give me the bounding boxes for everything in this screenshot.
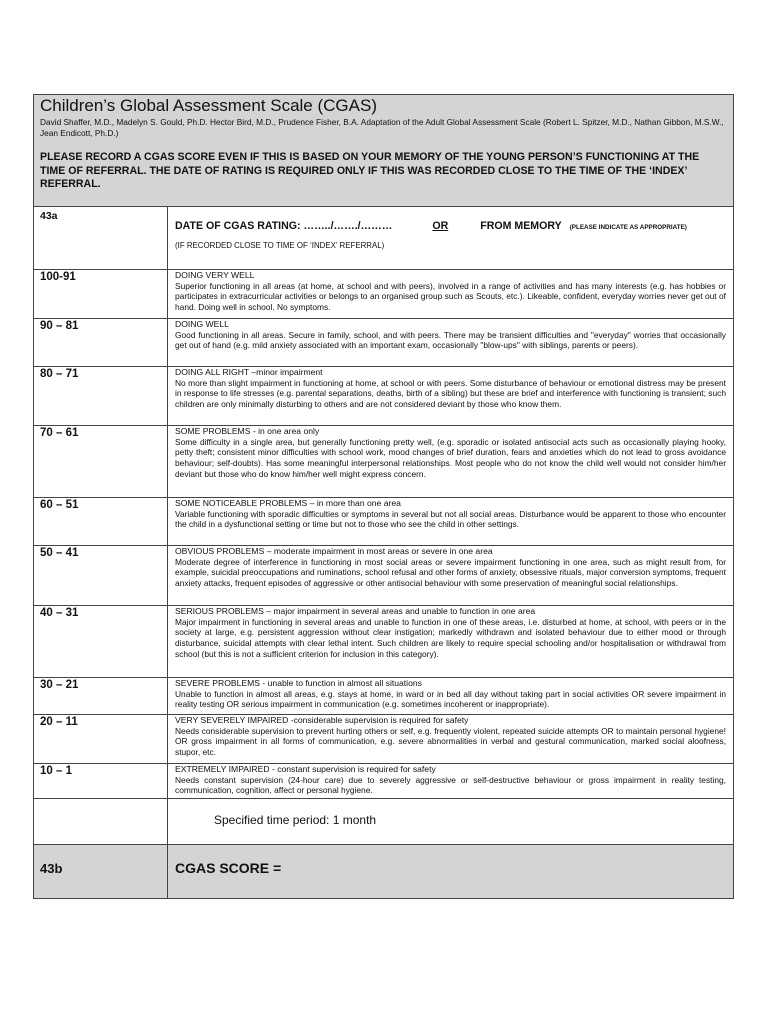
score-level-row: [34, 678, 733, 715]
level-heading: SOME PROBLEMS - in one area only: [175, 426, 320, 436]
form-header: [34, 95, 733, 207]
level-description: Variable functioning with sporadic difficulties or symptoms in several but not all social areas. Disturbance would be apparent to those who encounter the child in a dysfunctional setting or time but not to those who see the child in other settings.: [175, 508, 726, 530]
score-level-row: [34, 764, 733, 799]
score-range: 90 – 81: [34, 319, 168, 366]
level-description: Needs constant supervision (24-hour care) due to severely aggressive or self-destructive behaviour or gross impairment in reality testing, communication, cognition, affect or personal hygiene.: [175, 774, 726, 796]
from-memory-label[interactable]: FROM MEMORY: [480, 220, 562, 232]
rating-date-cell[interactable]: [168, 207, 733, 269]
level-heading: OBVIOUS PROBLEMS – moderate impairment in most areas or severe in one area: [175, 546, 493, 556]
recording-notice: PLEASE RECORD A CGAS SCORE EVEN IF THIS IS BASED ON YOUR MEMORY OF THE YOUNG PERSON’S FUNCTIONING AT THE TIME OF REFERRAL. THE DATE OF RATING IS REQUIRED ONLY IF THIS WAS RECORDED CLOSE TO THE TIME OF THE ‘INDEX’ REFERRAL.: [40, 151, 700, 190]
score-level-row: [34, 715, 733, 764]
score-range: 10 – 1: [34, 764, 168, 798]
score-range: 20 – 11: [34, 715, 168, 763]
score-range: 30 – 21: [34, 678, 168, 714]
or-label: OR: [432, 220, 449, 232]
level-heading: SEVERE PROBLEMS - unable to function in almost all situations: [175, 678, 422, 688]
cgas-form: [33, 94, 734, 899]
level-heading: EXTREMELY IMPAIRED - constant supervision is required for safety: [175, 764, 436, 774]
score-range: 50 – 41: [34, 546, 168, 605]
level-heading: SERIOUS PROBLEMS – major impairment in several areas and unable to function in one area: [175, 606, 536, 616]
rating-item-code: 43a: [34, 207, 168, 269]
indicate-hint: (PLEASE INDICATE AS APPROPRIATE): [569, 224, 687, 231]
level-heading: DOING ALL RIGHT –minor impairment: [175, 367, 323, 377]
cgas-score-row: [34, 845, 733, 898]
level-description: No more than slight impairment in functioning at home, at school or with peers. Some disturbance of behaviour or emotional distress may be present in response to life stresses (e.g. parental separations, deaths, birth of a sibling) but these are brief and interference with functioning is transient; such children are only minimally disturbing to others and are not considered deviant by those who know them.: [175, 377, 726, 410]
level-heading: DOING VERY WELL: [175, 270, 255, 280]
score-range: 100-91: [34, 270, 168, 318]
level-description: Major impairment in functioning in several areas and unable to function in one of these areas, i.e. disturbed at home, at school, with peers or in the society at large, e.g. persistent aggression without clear instigation; markedly withdrawn and isolated behaviour due to either mood or through disturbance, suicidal attempts with clear lethal intent. Such children are likely to require special schooling and/or hospitalisation or withdrawal from school (but this is not a sufficient criterion for inclusion in this category).: [175, 616, 726, 659]
score-range: 40 – 31: [34, 606, 168, 677]
level-description: Needs considerable supervision to prevent hurting others or self, e.g. frequently violent, repeated suicide attempts OR to maintain personal hygiene! OR gross impairment in all forms of communication, e.g. severe abnormalities in verbal and gestural communication, marked social aloofness, stupor, etc.: [175, 725, 726, 758]
level-description: Superior functioning in all areas (at home, at school and with peers), involved in a range of activities and has many interests (e.g. has hobbies or participates in extracurricular activities or belongs to an organised group such as Scouts, etc.). Likeable, confident, everyday worries never get out of hand. Doing well in school. No symptoms.: [175, 280, 726, 313]
level-description: Some difficulty in a single area, but generally functioning pretty well, (e.g. sporadic or isolated antisocial acts such as occasionally playing hooky, petty theft; consistent minor difficulties with school work, mood changes of brief duration, fears and anxieties which do not lead to gross avoidance behaviour; self-doubts). Has some meaningful interpersonal relationships. Most people who do not know the child well would not consider him/her deviant but those who do know him/her well might express concern.: [175, 436, 726, 479]
score-level-row: [34, 367, 733, 426]
cgas-score-field[interactable]: CGAS SCORE =: [175, 860, 282, 876]
score-level-row: [34, 606, 733, 678]
level-heading: DOING WELL: [175, 319, 229, 329]
level-description: Moderate degree of interference in functioning in most social areas or severe impairment functioning in one area, such as might result from, for example, suicidal preoccupations and ruminations, school refusal and other forms of anxiety, obsessive rituals, major conversion symptoms, frequent anxiety attacks, frequent episodes of aggressive or other antisocial behaviour with some preservation of meaningful social relationships.: [175, 556, 726, 589]
score-level-row: [34, 426, 733, 498]
recorded-note: (IF RECORDED CLOSE TO TIME OF ‘INDEX’ REFERRAL): [175, 240, 385, 250]
time-period-row: [34, 799, 733, 845]
form-title: Children’s Global Assessment Scale (CGAS): [40, 96, 377, 115]
level-description: Good functioning in all areas. Secure in family, school, and with peers. There may be transient difficulties and "everyday" worries that occasionally get out of hand (e.g. mild anxiety associated with an important exam, occasionally "blow-ups" with siblings, parents or peers).: [175, 329, 726, 351]
level-heading: VERY SEVERELY IMPAIRED -considerable supervision is required for safety: [175, 715, 469, 725]
time-period-text: Specified time period: 1 month: [214, 813, 377, 827]
date-of-rating-label[interactable]: DATE OF CGAS RATING: ……../……./………: [175, 220, 393, 232]
score-range: 60 – 51: [34, 498, 168, 545]
score-level-row: [34, 270, 733, 319]
score-range: 70 – 61: [34, 426, 168, 497]
empty-cell: [34, 799, 168, 844]
score-range: 80 – 71: [34, 367, 168, 425]
level-heading: SOME NOTICEABLE PROBLEMS – in more than one area: [175, 498, 401, 508]
rating-date-row: [34, 207, 733, 270]
score-level-row: [34, 319, 733, 367]
score-item-code: 43b: [34, 845, 168, 898]
score-level-row: [34, 546, 733, 606]
score-level-row: [34, 498, 733, 546]
authors-credit: David Shaffer, M.D., Madelyn S. Gould, Ph.D. Hector Bird, M.D., Prudence Fisher, B.A. Adaptation of the Adult Global Assessment Scale (Robert L. Spitzer, M.D., Nathan Gibbon, M.S.W., Jean Endicott, Ph.D.): [40, 117, 724, 138]
level-description: Unable to function in almost all areas, e.g. stays at home, in ward or in bed all day without taking part in social activities OR severe impairment in reality testing OR serious impairment in communication (e.g. sometimes incoherent or inappropriate).: [175, 688, 726, 710]
